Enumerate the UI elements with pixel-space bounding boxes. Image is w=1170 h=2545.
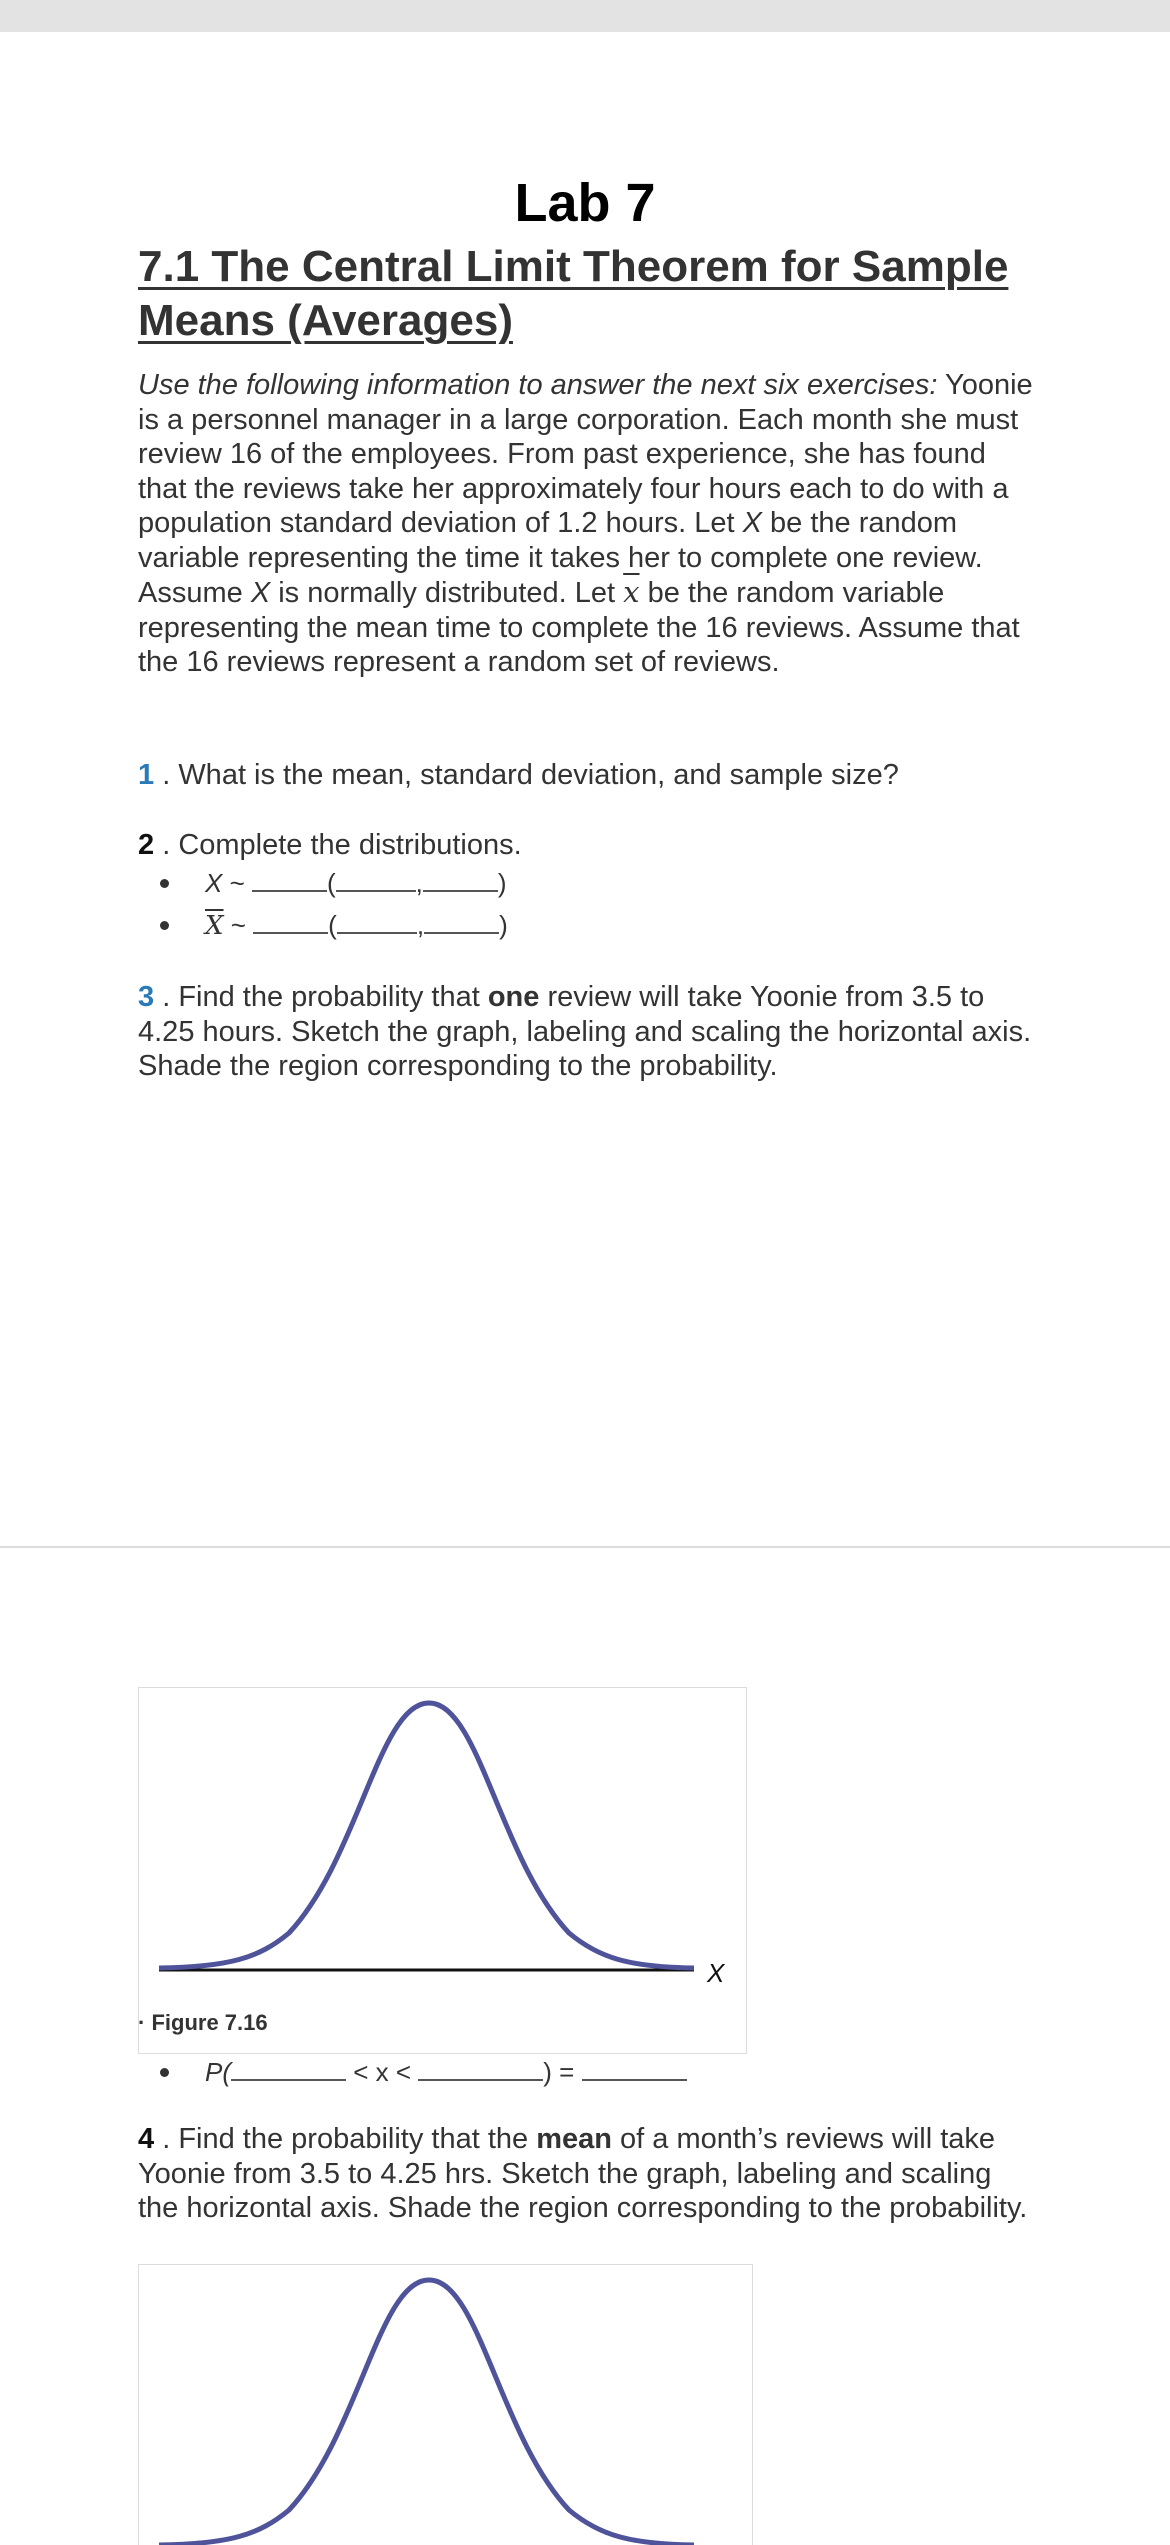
question-1-text: What is the mean, standard deviation, and sample size?: [178, 759, 899, 791]
dist-paren-close-2: ): [499, 910, 508, 940]
dist-comma-2: ,: [416, 910, 425, 940]
intro-var-x-2: X: [250, 577, 271, 609]
question-4-sep: .: [154, 2123, 179, 2155]
intro-var-x: X: [742, 507, 762, 539]
dist-var-x: X: [205, 868, 223, 898]
question-4: [138, 2122, 1038, 2226]
question-2-sep: .: [154, 829, 179, 861]
caption-text: Figure 7.16: [151, 2010, 268, 2035]
intro-var-xbar: $\overline{x}$: [623, 575, 640, 609]
question-3-text-before: Find the probability that: [178, 981, 488, 1013]
intro-text-4: be the random variable representing the mean time to complete the 16 reviews. Assume that the 16 reviews represent a random set of reviews.: [138, 577, 1020, 678]
dist-blank-family-2[interactable]: [253, 931, 328, 934]
question-3: [138, 980, 1038, 1084]
intro-text-1: Yoonie is a personnel manager in a large corporation. Each month she must review 16 of the employees. From past experience, she has found that the reviews take her approximately four hours each to do with a population standard deviation of 1.2 hours. Let: [138, 369, 1033, 539]
figure-7-16-frame: [138, 1687, 747, 2054]
dist-blank-family[interactable]: [252, 889, 327, 892]
dist-paren-open: (: [326, 868, 336, 898]
intro-paragraph: [138, 368, 1038, 680]
question-3-number[interactable]: 3: [138, 981, 155, 1013]
page-break-divider: [0, 1546, 1170, 1548]
intro-text-3: is normally distributed. Let: [270, 577, 624, 609]
normal-curve-figure-2: [139, 2265, 752, 2545]
dist-var-xbar: $\overline{X}$: [205, 911, 224, 941]
question-1-number[interactable]: 1: [138, 759, 155, 791]
section-heading-link[interactable]: 7.1 The Central Limit Theorem for Sample Means (Averages): [138, 242, 1009, 345]
prob-blank-answer[interactable]: [582, 2078, 687, 2081]
question-2-text: Complete the distributions.: [178, 829, 522, 861]
distribution-item-x: [160, 862, 508, 904]
dist-blank-mean-2[interactable]: [337, 931, 417, 934]
dist-paren-open-2: (: [328, 910, 337, 940]
question-4-text-before: Find the probability that the: [178, 2123, 537, 2155]
probability-item: [160, 2052, 687, 2092]
question-2-number: 2: [138, 829, 155, 861]
normal-curve-path: [159, 1703, 694, 1968]
normal-curve-figure: [139, 1688, 746, 2053]
question-1: [138, 758, 1038, 793]
prob-lt: < x <: [346, 2057, 419, 2087]
question-2: [138, 828, 1038, 863]
prob-blank-upper[interactable]: [418, 2078, 543, 2081]
question-3-sep: .: [154, 981, 179, 1013]
dist-paren-close: ): [497, 868, 507, 898]
axis-label-x: X: [707, 1958, 725, 1988]
intro-lead: Use the following information to answer the next six exercises:: [138, 369, 938, 401]
normal-curve-path-2: [159, 2280, 694, 2545]
dist-blank-sd-2[interactable]: [424, 931, 499, 934]
question-3-text-after: review will take Yoonie from 3.5 to 4.25 hours. Sketch the graph, labeling and scaling the horizontal axis. Shade the region corresponding to the probability.: [138, 981, 1032, 1082]
question-4-number: 4: [138, 2123, 155, 2155]
distribution-item-xbar: [160, 904, 508, 946]
dist-comma: ,: [415, 868, 423, 898]
intro-text-2: be the random variable representing the time it takes her to complete one review. Assume: [138, 507, 983, 609]
dist-tilde: ~: [222, 868, 252, 898]
prob-p-open: P(: [205, 2057, 231, 2087]
question-3-bold: one: [487, 981, 540, 1013]
figure-caption: [138, 2010, 268, 2036]
question-1-sep: .: [154, 759, 179, 791]
prob-close-eq: ) =: [543, 2057, 582, 2087]
figure-2-frame: [138, 2264, 753, 2545]
top-toolbar-strip: [0, 0, 1170, 32]
dist-tilde-2: ~: [223, 910, 254, 940]
question-4-bold: mean: [536, 2123, 612, 2155]
question-4-text-after: of a month’s reviews will take Yoonie from 3.5 to 4.25 hrs. Sketch the graph, labeling and scaling the horizontal axis. Shade the region corresponding to the probability.: [138, 2123, 1028, 2224]
dist-blank-sd[interactable]: [423, 889, 498, 892]
probability-answer-line: [160, 2052, 687, 2092]
prob-blank-lower[interactable]: [231, 2078, 346, 2081]
page-title: Lab 7: [514, 173, 656, 233]
caption-bullet-icon: ·: [138, 2010, 152, 2035]
dist-blank-mean[interactable]: [336, 889, 416, 892]
distribution-list: [160, 862, 508, 946]
